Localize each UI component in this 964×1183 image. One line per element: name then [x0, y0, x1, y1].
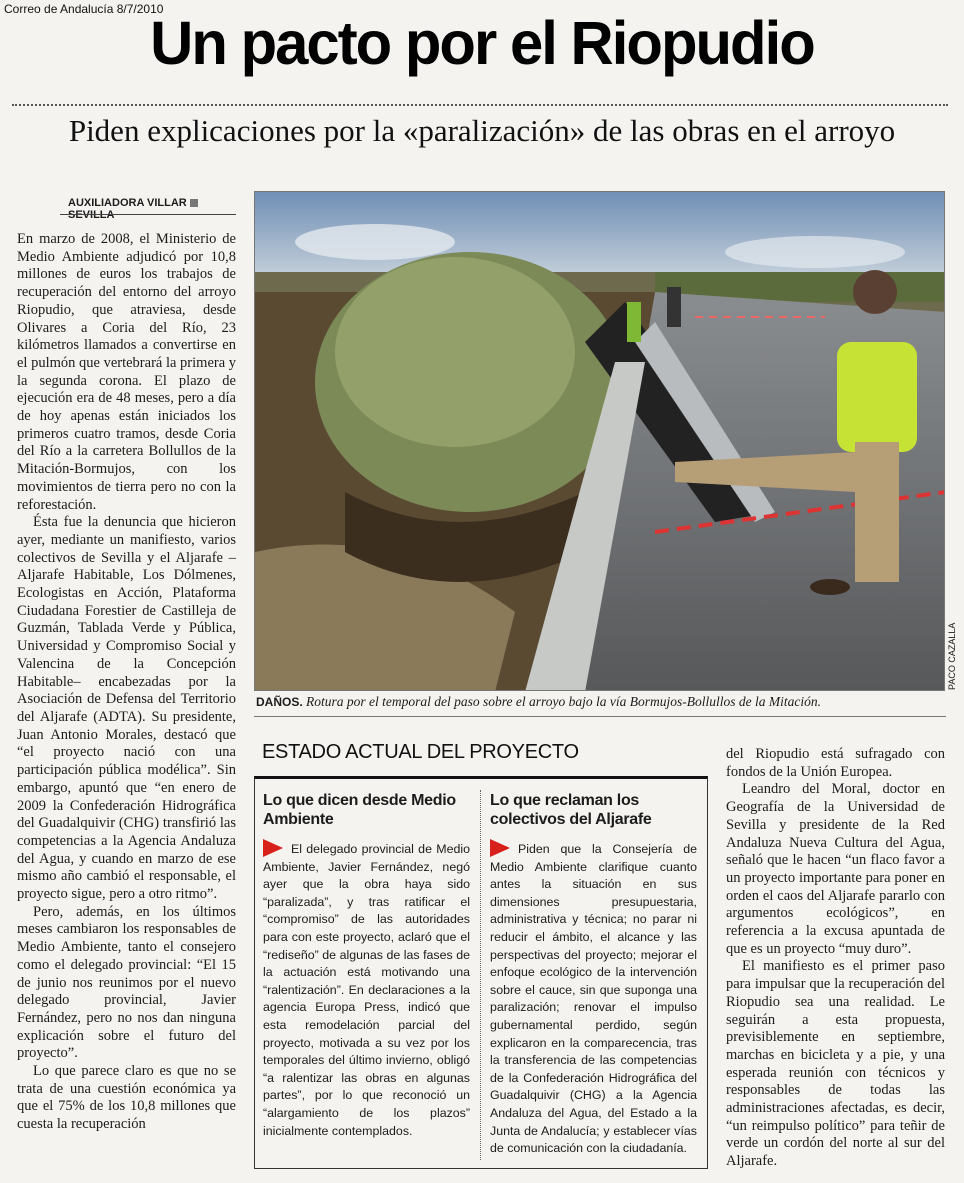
byline-author: AUXILIADORA VILLAR — [68, 197, 187, 209]
photo-credit: PACO CAZALLA — [947, 622, 957, 690]
sidebar-title: ESTADO ACTUAL DEL PROYECTO — [262, 741, 579, 763]
caption-text: Rotura por el temporal del paso sobre el arroyo bajo la vía Bormujos-Bollullos de la Mitación. — [302, 694, 822, 709]
masthead: Correo de Andalucía 8/7/2010 — [4, 2, 164, 16]
photo-illustration — [255, 192, 945, 691]
article-body-right — [726, 746, 945, 1171]
paragraph: Pero, además, en los últimos meses cambiaron los responsables de Medio Ambiente, tanto el consejero como el delegado provincial: “El 15 de junio nos reunimos por el nuevo delegado provincial, Javier Fernández, pero no nos dan ninguna explicación sobre el futuro del proyecto”. — [17, 903, 236, 1062]
paragraph: El manifiesto es el primer paso para impulsar que la recuperación del Riopudio sea una realidad. Le seguirán a esta propuesta, previsiblemente en septiembre, marchas en bicicleta y a pie, y una esperada reunión con técnicos y responsables de todas las administraciones afectadas, es decir, “un reimpulso político” para teñir de verde un cordón del norte al sur del Aljarafe. — [726, 958, 945, 1170]
paragraph: Leandro del Moral, doctor en Geografía de la Universidad de Sevilla y presidente de la Red Andaluza Nueva Cultura del Agua, señaló que le hacen “un flaco favor a un proyecto importante para poner en orden el caos del Aljarafe pararlo con argumentos ecológicos”, en referencia a la excusa apuntada de que es un proyecto “muy duro”. — [726, 781, 945, 957]
caption-lead: DAÑOS. — [256, 695, 303, 709]
article-body-left — [17, 231, 236, 1134]
sidebar-right-column — [490, 791, 697, 1158]
sidebar-column-divider — [480, 790, 481, 1160]
red-triangle-icon — [490, 839, 510, 857]
byline-city: SEVILLA — [68, 209, 115, 221]
sidebar-left-column — [263, 791, 470, 1140]
photo-caption — [256, 694, 946, 710]
sidebar-right-heading: Lo que reclaman los colectivos del Aljarafe — [490, 792, 652, 828]
byline-divider — [60, 214, 236, 215]
byline-separator-icon — [190, 199, 198, 207]
byline — [68, 197, 236, 221]
subheadline: Piden explicaciones por la «paralización» de las obras en el arroyo — [68, 113, 896, 148]
sidebar-left-heading: Lo que dicen desde Medio Ambiente — [263, 792, 456, 828]
caption-divider — [254, 716, 946, 717]
red-triangle-icon — [263, 839, 283, 857]
news-photo — [254, 191, 945, 691]
paragraph: En marzo de 2008, el Ministerio de Medio Ambiente adjudicó por 10,8 millones de euros los trabajos de recuperación del entorno del arroyo Riopudio, que atraviesa, desde Olivares a Coria del Río, 23 kilómetros llamados a convertirse en el pulmón que vertebrará la primera y la segunda corona. El plazo de ejecución era de 48 meses, pero a día de hoy apenas están iniciados los primeros cuatro tramos, desde Coria del Río a la carretera Bollullos de la Mitación-Bormujos, con los movimientos de tierra pero no con la reforestación. — [17, 231, 237, 513]
paragraph: Lo que parece claro es que no se trata de una cuestión económica ya que el 75% de los 10,8 millones que cuesta la recuperación — [17, 1063, 236, 1133]
headline-divider — [12, 104, 948, 106]
paragraph: del Riopudio está sufragado con fondos de la Unión Europea. — [726, 746, 945, 780]
headline: Un pacto por el Riopudio — [150, 9, 814, 77]
paragraph: Ésta fue la denuncia que hicieron ayer, mediante un manifiesto, varios colectivos de Sevilla y el Aljarafe –Aljarafe Habitable, Los Dólmenes, Ecologistas en Acción, Plataforma Ciudadana Forestier de Castilleja de Guzmán, Tablada Verde y Pública, Universidad y Compromiso Social y Valencina de la Concepción Habitable– encabezadas por la Asociación de Defensa del Territorio del Aljarafe (ADTA). Su presidente, Juan Antonio Morales, destacó que “el proyecto nació con una participación pública modélica”. Sin embargo, apuntó que “en enero de 2009 la Confederación Hidrográfica del Guadalquivir (CHG) transfirió las competencias a la Agencia Andaluza del Agua, y cuando en marzo de ese mismo año cambió el responsable, el proyecto sigue, pero a otro ritmo”. — [17, 514, 236, 903]
sidebar-right-text: Piden que la Consejería de Medio Ambiente clarifique cuanto antes la situación en sus dimensiones presupuestaria, administrativa y técnica; no parar ni reducir el ámbito, el alcance y las perspectivas del proyecto; mejorar el enfoque ecológico de la intervención sobre el cauce, sin que suponga una paralización; renovar el impulso gubernamental perdido, según explicaron en la comparecencia, tras la transferencia de las competencias de la Confederación Hidrográfica del Guadalquivir (CHG) a la Agencia Andaluza del Agua, del Estado a la Junta de Andalucía; y establecer vías de comunicación con la ciudadanía. — [490, 842, 697, 1156]
sidebar-left-text: El delegado provincial de Medio Ambiente, Javier Fernández, negó ayer que la obra haya sido “paralizada”, y tras ratificar el “compromiso” de las autoridades para con este proyecto, aclaró que el “rediseño” de algunas de las fases de la actuación está motivando una “ralentización”. En declaraciones a la agencia Europa Press, indicó que esta remodelación parcial del proyecto, motivada a su vez por los temporales del último invierno, obligó “a ralentizar las obras en algunas partes”, por lo que reconoció un “alargamiento de los plazos” inicialmente contemplados. — [263, 842, 470, 1138]
